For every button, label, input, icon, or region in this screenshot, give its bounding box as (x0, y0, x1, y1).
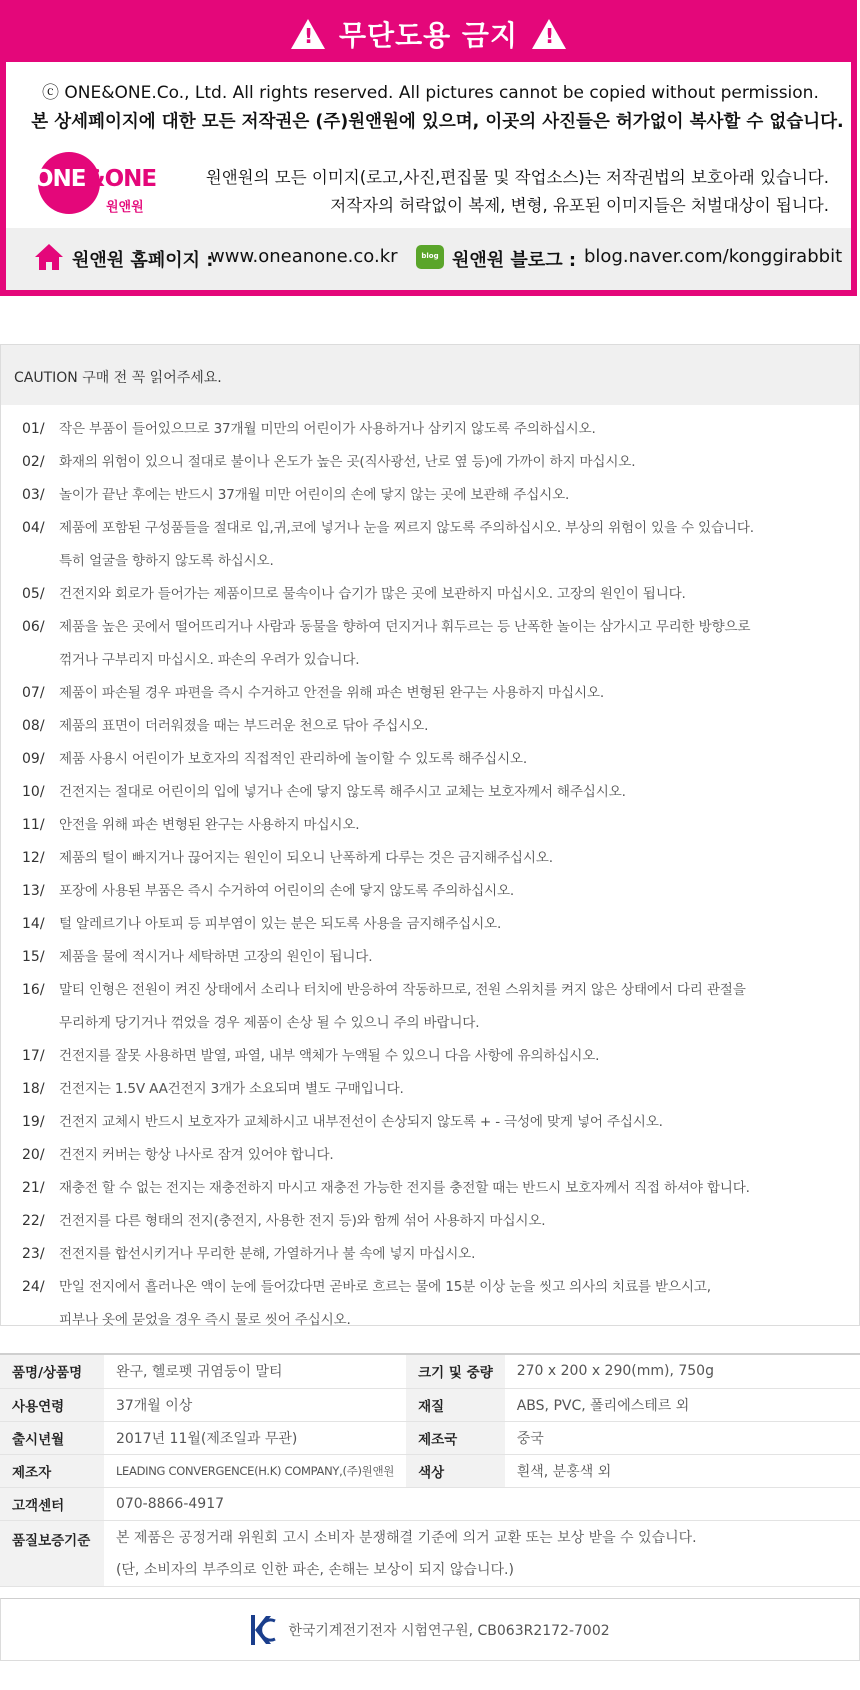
customer-center-phone: 070-8866-4917 (104, 1487, 860, 1520)
info-key: 사용연령 (0, 1388, 104, 1421)
caution-text: 안전을 위해 파손 변형된 완구는 사용하지 마십시오. (59, 817, 360, 833)
copyright-en: ⓒ ONE&ONE.Co., Ltd. All rights reserved. All pictures cannot be copied without permission. (42, 83, 819, 103)
caution-text: 제품을 물에 적시거나 세탁하면 고장의 원인이 됩니다. (59, 949, 373, 965)
caution-number: 10/ (22, 784, 45, 800)
caution-item (1, 743, 859, 776)
customer-center-label: 고객센터 (0, 1487, 104, 1520)
caution-number: 15/ (22, 949, 45, 965)
warranty-line-2: (단, 소비자의 부주의로 인한 파손, 손해는 보상이 되지 않습니다.) (104, 1553, 860, 1586)
caution-number: 14/ (22, 916, 45, 932)
links-bar (6, 228, 851, 290)
info-key: 출시년월 (0, 1421, 104, 1454)
product-info (0, 1353, 860, 1587)
blog-icon: blog (416, 245, 444, 269)
caution-item (1, 512, 859, 578)
info-key: 품명/상품명 (0, 1355, 104, 1388)
info-key: 크기 및 중량 (406, 1355, 505, 1388)
caution-number: 13/ (22, 883, 45, 899)
homepage-link[interactable]: www.oneanone.co.kr (210, 246, 398, 267)
info-key: 색상 (406, 1454, 505, 1487)
info-key: 재질 (406, 1388, 505, 1421)
info-value: 흰색, 분홍색 외 (505, 1454, 860, 1487)
caution-text: 만일 전지에서 흘러나온 액이 눈에 들어갔다면 곧바로 흐르는 물에 15분 이상 눈을 씻고 의사의 치료를 받으시고, (59, 1279, 711, 1295)
caution-text: 건전지는 절대로 어린이의 입에 넣거나 손에 닿지 않도록 해주시고 교체는 보호자께서 해주십시오. (59, 784, 626, 800)
caution-text: 건전지는 1.5V AA건전지 3개가 소요되며 별도 구매입니다. (59, 1081, 404, 1097)
caution-item (1, 842, 859, 875)
caution-number: 11/ (22, 817, 45, 833)
caution-text: 놀이가 끝난 후에는 반드시 37개월 미만 어린이의 손에 닿지 않는 곳에 보관해 주십시오. (59, 487, 570, 503)
caution-number: 24/ (22, 1279, 45, 1295)
certification-text: 한국기계전기전자 시험연구원, CB063R2172-7002 (288, 1622, 610, 1639)
caution-item (1, 710, 859, 743)
logo-text: ONE&ONE (34, 166, 157, 192)
caution-number: 18/ (22, 1081, 45, 1097)
caution-item (1, 479, 859, 512)
caution-number: 22/ (22, 1213, 45, 1229)
kc-mark-icon (250, 1613, 276, 1647)
product-info-table (0, 1355, 860, 1587)
info-key: 제조국 (406, 1421, 505, 1454)
notice-line-1: 원앤원의 모든 이미지(로고,사진,편집물 및 작업소스)는 저작권법의 보호아래 있습니다. (205, 168, 829, 187)
caution-number: 03/ (22, 487, 45, 503)
caution-item (1, 809, 859, 842)
table-row (0, 1520, 860, 1553)
home-icon (34, 242, 64, 272)
caution-number: 02/ (22, 454, 45, 470)
homepage-label: 원앤원 홈페이지 : (72, 250, 214, 271)
table-row (0, 1388, 860, 1421)
caution-item (1, 1271, 859, 1337)
info-value: 중국 (505, 1421, 860, 1454)
blog-label: 원앤원 블로그 : (452, 250, 577, 271)
banner-header (6, 6, 851, 62)
copyright-banner (0, 0, 857, 296)
caution-item (1, 1106, 859, 1139)
caution-number: 12/ (22, 850, 45, 866)
table-row (0, 1487, 860, 1520)
caution-text: 무리하게 당기거나 꺾었을 경우 제품이 손상 될 수 있으니 주의 바랍니다. (59, 1015, 480, 1031)
caution-number: 09/ (22, 751, 45, 767)
caution-text: 제품을 높은 곳에서 떨어뜨리거나 사람과 동물을 향하여 던지거나 휘두르는 등 난폭한 놀이는 삼가시고 무리한 방향으로 (59, 619, 751, 635)
blog-link[interactable]: blog.naver.com/konggirabbit (584, 246, 843, 267)
caution-number: 08/ (22, 718, 45, 734)
caution-text: 제품에 포함된 구성품들을 절대로 입,귀,코에 넣거나 눈을 찌르지 않도록 주의하십시오. 부상의 위험이 있을 수 있습니다. (59, 520, 754, 536)
caution-item (1, 578, 859, 611)
banner-title: 무단도용 금지 (338, 19, 519, 52)
caution-section (0, 344, 860, 1326)
oneandone-logo (32, 152, 157, 216)
caution-number: 21/ (22, 1180, 45, 1196)
caution-text: 건전지 커버는 항상 나사로 잠겨 있어야 합니다. (59, 1147, 334, 1163)
info-value: 2017년 11월(제조일과 무관) (104, 1421, 406, 1454)
caution-number: 20/ (22, 1147, 45, 1163)
caution-heading: CAUTION 구매 전 꼭 읽어주세요. (1, 345, 859, 405)
caution-item (1, 677, 859, 710)
certification-row (0, 1598, 860, 1661)
caution-item (1, 1073, 859, 1106)
caution-text: 건전지를 다른 형태의 전지(충전지, 사용한 전지 등)와 함께 섞어 사용하지 마십시오. (59, 1213, 546, 1229)
table-row (0, 1355, 860, 1388)
caution-text: 건전지 교체시 반드시 보호자가 교체하시고 내부전선이 손상되지 않도록 + - 극성에 맞게 넣어 주십시오. (59, 1114, 663, 1130)
info-value: 270 x 200 x 290(mm), 750g (505, 1355, 860, 1388)
info-value: ABS, PVC, 폴리에스테르 외 (505, 1388, 860, 1421)
warning-icon (291, 19, 325, 49)
warranty-label: 품질보증기준 (0, 1520, 104, 1586)
caution-number: 01/ (22, 421, 45, 437)
caution-text: 제품 사용시 어린이가 보호자의 직접적인 관리하에 놀이할 수 있도록 해주십시오. (59, 751, 527, 767)
caution-text: 작은 부품이 들어있으므로 37개월 미만의 어린이가 사용하거나 삼키지 않도록 주의하십시오. (59, 421, 596, 437)
caution-text: 재충전 할 수 없는 전지는 재충전하지 마시고 재충전 가능한 전지를 충전할 때는 반드시 보호자께서 직접 하셔야 합니다. (59, 1180, 750, 1196)
info-value: 37개월 이상 (104, 1388, 406, 1421)
caution-number: 23/ (22, 1246, 45, 1262)
caution-text: 건전지와 회로가 들어가는 제품이므로 물속이나 습기가 많은 곳에 보관하지 마십시오. 고장의 원인이 됩니다. (59, 586, 686, 602)
caution-number: 19/ (22, 1114, 45, 1130)
info-value: 완구, 헬로펫 귀염둥이 말티 (104, 1355, 406, 1388)
notice-line-2: 저작자의 허락없이 복제, 변형, 유포된 이미지들은 처벌대상이 됩니다. (330, 196, 829, 215)
caution-list (1, 405, 859, 1337)
logo-subtitle: 원앤원 (106, 200, 144, 215)
caution-item (1, 1040, 859, 1073)
caution-text: 털 알레르기나 아토피 등 피부염이 있는 분은 되도록 사용을 금지해주십시오. (59, 916, 502, 932)
caution-item (1, 446, 859, 479)
caution-item (1, 974, 859, 1040)
caution-text: 제품이 파손될 경우 파편을 즉시 수거하고 안전을 위해 파손 변형된 완구는 사용하지 마십시오. (59, 685, 604, 701)
caution-text: 제품의 털이 빠지거나 끊어지는 원인이 되오니 난폭하게 다루는 것은 금지해주십시오. (59, 850, 553, 866)
caution-text: 화재의 위험이 있으니 절대로 불이나 온도가 높은 곳(직사광선, 난로 옆 등)에 가까이 하지 마십시오. (59, 454, 636, 470)
caution-number: 06/ (22, 619, 45, 635)
info-value: LEADING CONVERGENCE(H.K) COMPANY,(주)원앤원 (104, 1454, 406, 1487)
caution-text: 건전지를 잘못 사용하면 발열, 파열, 내부 액체가 누액될 수 있으니 다음 사항에 유의하십시오. (59, 1048, 600, 1064)
caution-item (1, 1238, 859, 1271)
caution-number: 05/ (22, 586, 45, 602)
caution-text: 피부나 옷에 묻었을 경우 즉시 물로 씻어 주십시오. (59, 1312, 351, 1328)
caution-item (1, 776, 859, 809)
caution-number: 07/ (22, 685, 45, 701)
copyright-ko: 본 상세페이지에 대한 모든 저작권은 (주)원앤원에 있으며, 이곳의 사진들은 허가없이 복사할 수 없습니다. (31, 112, 844, 132)
caution-item (1, 413, 859, 446)
table-row (0, 1553, 860, 1586)
caution-number: 17/ (22, 1048, 45, 1064)
caution-item (1, 875, 859, 908)
caution-text: 말티 인형은 전원이 켜진 상태에서 소리나 터치에 반응하여 작동하므로, 전원 스위치를 켜지 않은 상태에서 다리 관절을 (59, 982, 746, 998)
warning-icon (532, 19, 566, 49)
caution-item (1, 941, 859, 974)
caution-item (1, 611, 859, 677)
caution-text: 꺾거나 구부리지 마십시오. 파손의 우려가 있습니다. (59, 652, 360, 668)
table-row (0, 1454, 860, 1487)
caution-item (1, 908, 859, 941)
caution-text: 특히 얼굴을 향하지 않도록 하십시오. (59, 553, 274, 569)
table-row (0, 1421, 860, 1454)
caution-text: 포장에 사용된 부품은 즉시 수거하여 어린이의 손에 닿지 않도록 주의하십시오. (59, 883, 515, 899)
caution-item (1, 1205, 859, 1238)
warranty-line-1: 본 제품은 공정거래 위원회 고시 소비자 분쟁해결 기준에 의거 교환 또는 보상 받을 수 있습니다. (115, 1529, 697, 1546)
caution-number: 04/ (22, 520, 45, 536)
caution-text: 전전지를 합선시키거나 무리한 분해, 가열하거나 불 속에 넣지 마십시오. (59, 1246, 476, 1262)
info-key: 제조자 (0, 1454, 104, 1487)
caution-text: 제품의 표면이 더러워졌을 때는 부드러운 천으로 닦아 주십시오. (59, 718, 429, 734)
caution-item (1, 1172, 859, 1205)
caution-item (1, 1139, 859, 1172)
caution-number: 16/ (22, 982, 45, 998)
